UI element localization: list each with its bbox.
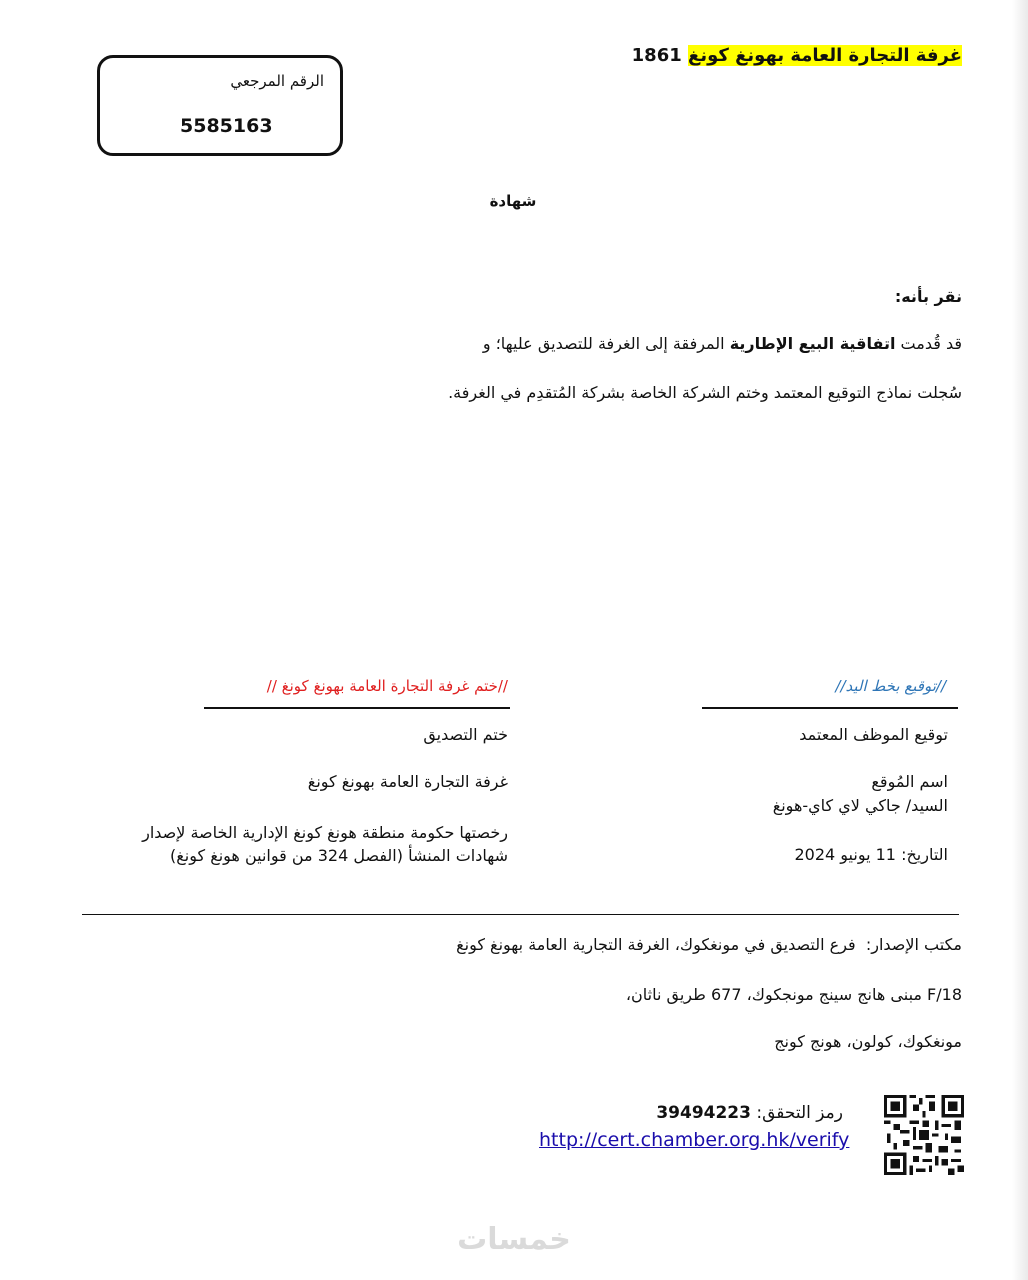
license-statement: رخصتها حكومة منطقة هونغ كونغ الإدارية الخاصة لإصدار شهادات المنشأ (الفصل 324 من قوانين هونغ كونغ): [142, 823, 508, 865]
certificate-title: شهادة: [489, 192, 537, 210]
address-line-2: مونغكوك، كولون، هونج كونج: [774, 1032, 962, 1051]
chamber-name-highlight: غرفة التجارة العامة بهونغ كونغ: [688, 45, 962, 66]
signer-name: السيد/ جاكي لاي كاي-هونغ: [772, 796, 948, 815]
reference-label: الرقم المرجعي: [230, 72, 324, 90]
qr-code-icon: [884, 1095, 964, 1175]
issuing-office: مكتب الإصدار: فرع التصديق في مونغكوك، الغرفة التجارية العامة بهونغ كونغ: [456, 935, 962, 954]
declaration-paragraph-2: سُجلت نماذج التوقيع المعتمد وختم الشركة الخاصة بشركة المُتقدِم في الغرفة.: [448, 383, 962, 402]
signer-label: اسم المُوقع: [871, 772, 948, 791]
chamber-header: [632, 45, 962, 66]
verify-link[interactable]: http://cert.chamber.org.hk/verify: [539, 1129, 850, 1151]
chamber-stamp-text: //ختم غرفة التجارة العامة بهونغ كونغ //: [266, 677, 508, 695]
handwritten-signature: //توقيع بخط اليد//: [835, 677, 946, 695]
footer-divider: [82, 914, 959, 915]
certification-stamp-label: ختم التصديق: [423, 725, 508, 744]
date-value: 11 يونيو 2024: [794, 845, 896, 864]
chamber-name: غرفة التجارة العامة بهونغ كونغ: [307, 772, 508, 791]
declaration-heading: نقر بأنه:: [894, 287, 962, 306]
address-line-1: 18/F مبنى هانج سينج مونجكوك، 677 طريق ناثان،: [625, 985, 962, 1004]
verification-number: 39494223: [656, 1103, 751, 1123]
officer-signature-label: توقيع الموظف المعتمد: [799, 725, 948, 744]
agreement-name: اتفاقية البيع الإطارية: [729, 334, 896, 353]
reference-number: 5585163: [180, 115, 273, 137]
watermark: خمسات: [457, 1222, 571, 1257]
declaration-paragraph-1: قد قُدمت اتفاقية البيع الإطارية المرفقة إلى الغرفة للتصديق عليها؛ و: [482, 334, 962, 353]
chamber-year: 1861: [631, 45, 682, 66]
stamp-line: [204, 707, 510, 709]
verification-code: رمز التحقق: 39494223: [656, 1103, 843, 1123]
reference-box: [97, 55, 343, 156]
signature-line: [702, 707, 958, 709]
issue-date: التاريخ: 11 يونيو 2024: [794, 845, 948, 864]
